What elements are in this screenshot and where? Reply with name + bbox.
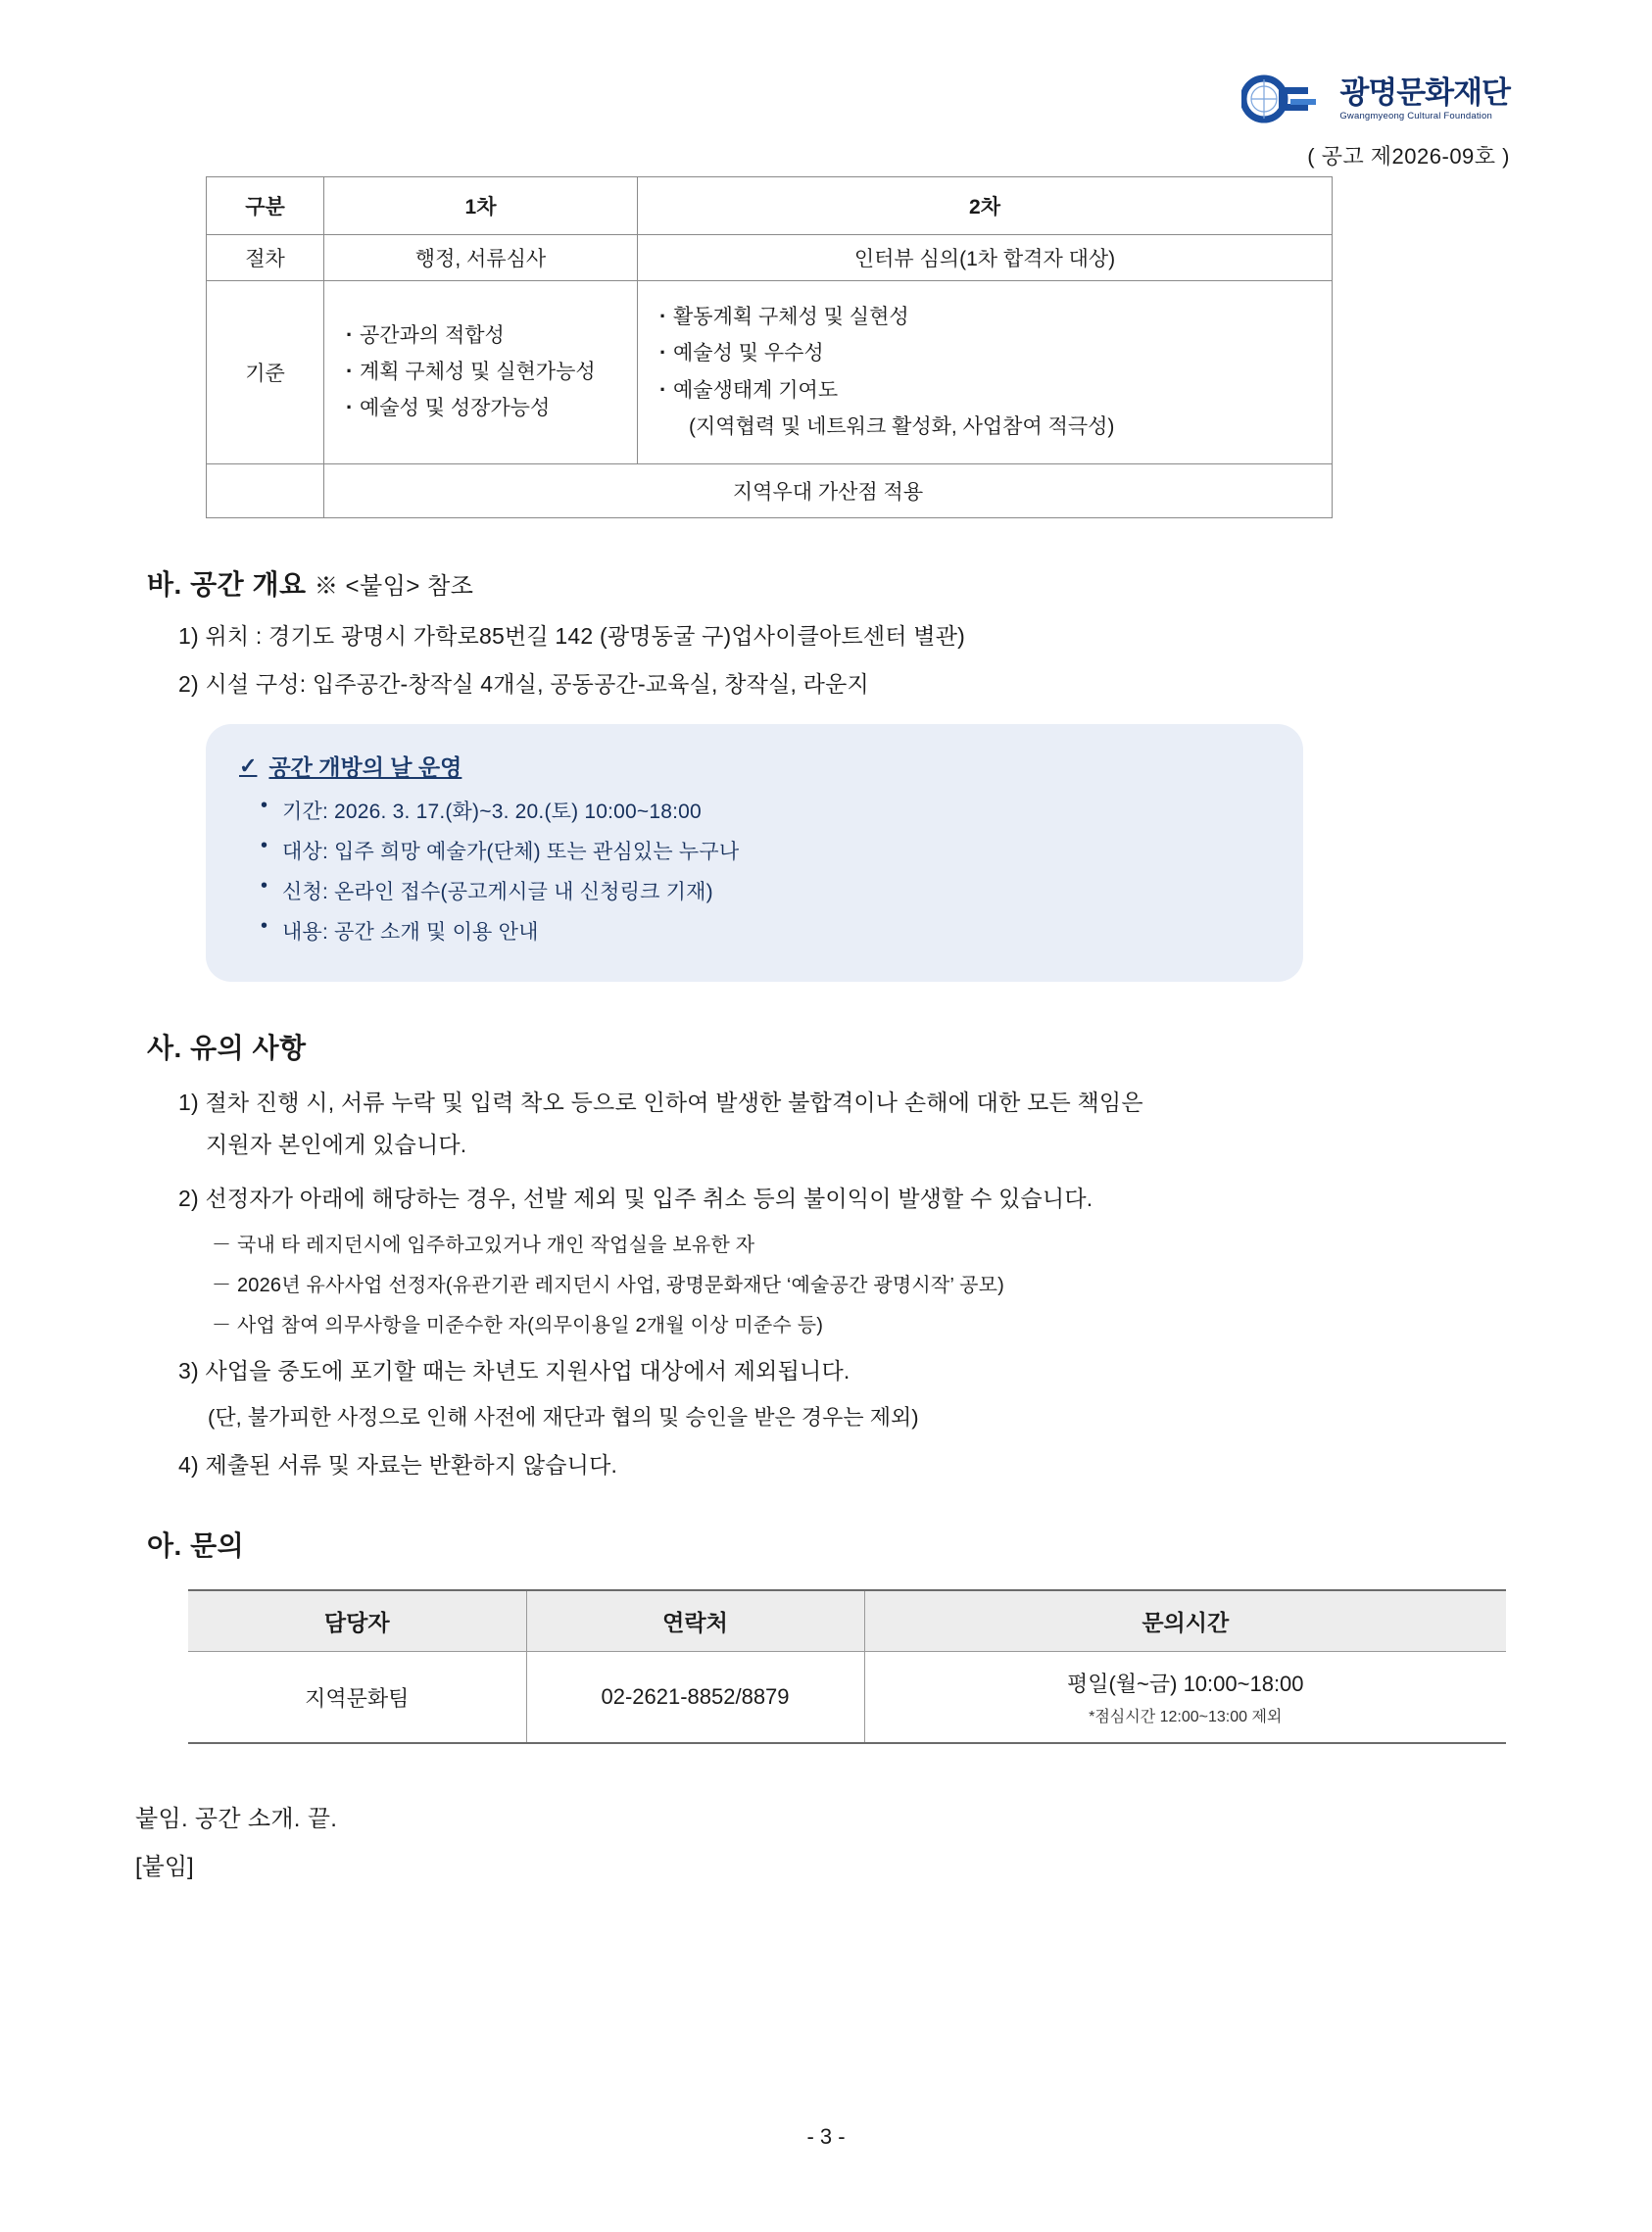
- note-item-2-sub-3: － 사업 참여 의무사항을 미준수한 자(의무이용일 2개월 이상 미준수 등): [212, 1315, 824, 1337]
- attachment-tag: [붙임]: [135, 1854, 194, 1881]
- row-label-criteria: 기준: [207, 281, 324, 464]
- contact-person: 지역문화팀: [188, 1652, 526, 1744]
- logo-subtitle: Gwangmyeong Cultural Foundation: [1339, 110, 1492, 121]
- note-item-3: 3) 사업을 중도에 포기할 때는 차년도 지원사업 대상에서 제외됩니다.: [178, 1358, 850, 1384]
- table-row: [188, 1590, 1506, 1652]
- list-item: • 신청: 온라인 접수(공고게시글 내 신청링크 기재): [282, 876, 1270, 905]
- col-header-person: 담당자: [188, 1590, 526, 1652]
- list-item: (지역협력 및 네트워크 활성화, 사업참여 적극성): [689, 415, 1115, 439]
- contact-table: [188, 1589, 1506, 1744]
- note-item-2-sub-2: － 2026년 유사사업 선정자(유관기관 레지던시 사업, 광명문화재단 ‘예술공간 광명시작’ 공모): [212, 1275, 1005, 1297]
- col-header-round2: 2차: [638, 177, 1333, 235]
- note-item-1-line1: 1) 절차 진행 시, 서류 누락 및 입력 착오 등으로 인하여 발생한 불합격이나 손해에 대한 모든 책임은: [178, 1090, 1143, 1116]
- table-row: [207, 281, 1333, 464]
- open-day-heading-text: 공간 개방의 날 운영: [268, 754, 462, 781]
- process-round1: 행정, 서류심사: [324, 235, 638, 281]
- logo-text: [1339, 74, 1510, 121]
- contact-hours-main: 평일(월~금) 10:00~18:00: [1066, 1672, 1304, 1697]
- list-item: · 예술성 및 성장가능성: [340, 395, 627, 422]
- section-title-notes: 사. 유의 사항: [147, 1033, 307, 1064]
- note-item-2: 2) 선정자가 아래에 해당하는 경우, 선발 제외 및 입주 취소 등의 불이익이 발생할 수 있습니다.: [178, 1186, 1093, 1212]
- criteria-table: [206, 176, 1333, 518]
- col-header-division: 구분: [207, 177, 324, 235]
- contact-hours-note: *점심시간 12:00~13:00 제외: [1089, 1709, 1283, 1726]
- notice-number: ( 공고 제2026-09호 ): [1307, 144, 1510, 169]
- note-item-1: [178, 1082, 1534, 1165]
- contact-phone: 02-2621-8852/8879: [526, 1652, 864, 1744]
- col-header-hours: 문의시간: [864, 1590, 1506, 1652]
- page-header: [118, 0, 1534, 176]
- contact-hours: [864, 1652, 1506, 1744]
- note-item-4: 4) 제출된 서류 및 자료는 반환하지 않습니다.: [178, 1452, 618, 1479]
- table-row: [207, 177, 1333, 235]
- list-item: • 내용: 공간 소개 및 이용 안내: [282, 916, 1270, 946]
- space-location: 1) 위치 : 경기도 광명시 가학로85번길 142 (광명동굴 구)업사이클아트센터 별관): [178, 623, 965, 650]
- col-header-round1: 1차: [324, 177, 638, 235]
- open-day-box: [206, 724, 1303, 982]
- list-item: · 공간과의 적합성: [340, 322, 627, 350]
- section-title-note: ※ <붙임> 참조: [314, 573, 474, 601]
- attachment-line: 붙임. 공간 소개. 끝.: [135, 1806, 338, 1833]
- note-item-1-line2: 지원자 본인에게 있습니다.: [206, 1131, 467, 1157]
- section-title-contact: 아. 문의: [147, 1530, 245, 1562]
- list-item: · 예술생태계 기여도: [654, 377, 1322, 405]
- list-item: · 계획 구체성 및 실현가능성: [340, 359, 627, 386]
- list-item: · 예술성 및 우수성: [654, 340, 1322, 367]
- logo-title: 광명문화재단: [1339, 74, 1510, 110]
- open-day-list: [239, 796, 1270, 946]
- section-title-text: 바. 공간 개요: [147, 569, 307, 601]
- list-item: • 기간: 2026. 3. 17.(화)~3. 20.(토) 10:00~18:00: [282, 796, 1270, 825]
- table-row: [188, 1652, 1506, 1744]
- check-icon: ✓: [239, 752, 258, 778]
- bonus-note: 지역우대 가산점 적용: [324, 464, 1333, 518]
- table-row: [207, 464, 1333, 518]
- page-number: - 3 -: [806, 2124, 846, 2149]
- gcf-logo-icon: [1241, 73, 1326, 124]
- note-item-2-sub-1: － 국내 타 레지던시에 입주하고있거나 개인 작업실을 보유한 자: [212, 1235, 755, 1257]
- table-row: [207, 235, 1333, 281]
- list-item: • 대상: 입주 희망 예술가(단체) 또는 관심있는 누구나: [282, 836, 1270, 865]
- space-facilities: 2) 시설 구성: 입주공간-창작실 4개실, 공동공간-교육실, 창작실, 라운지: [178, 671, 869, 698]
- note-item-3-sub: (단, 불가피한 사정으로 인해 사전에 재단과 협의 및 승인을 받은 경우는 제외): [208, 1405, 919, 1431]
- open-day-heading: [239, 750, 1270, 782]
- criteria-round1: [324, 281, 638, 464]
- col-header-phone: 연락처: [526, 1590, 864, 1652]
- row-label-process: 절차: [207, 235, 324, 281]
- section-title-space-overview: [147, 563, 1534, 603]
- list-item: · 활동계획 구체성 및 실현성: [654, 304, 1322, 331]
- foundation-logo: [1241, 73, 1510, 124]
- process-round2: 인터뷰 심의(1차 합격자 대상): [638, 235, 1333, 281]
- criteria-round2: [638, 281, 1333, 464]
